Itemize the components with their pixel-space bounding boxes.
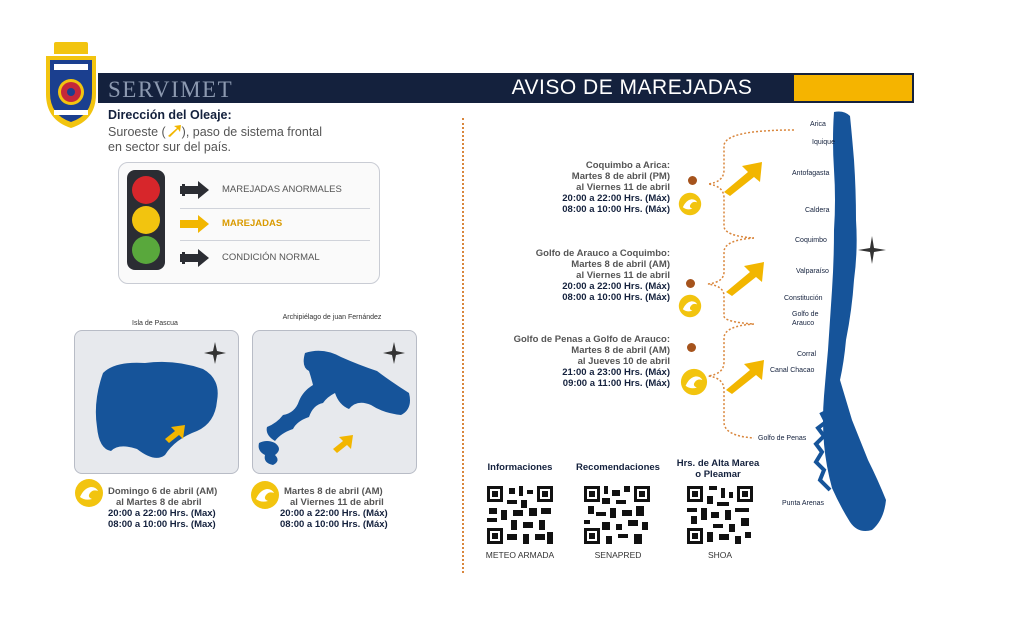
wave-icon [250,480,280,510]
qr-title-recomendaciones: Recomendaciones [576,462,660,473]
wave-icon [678,192,702,216]
legend-item-marejadas: MAREJADAS [180,214,370,234]
schedule-pascua: Domingo 6 de abril (AM) al Martes 8 de abril 20:00 a 22:00 Hrs. (Max) 08:00 a 10:00 Hrs. (Max) [108,486,218,530]
city-label: Corral [797,351,817,358]
southwest-arrow-icon [166,124,182,138]
big-wave-arrow-icon [722,160,764,196]
region-coquimbo-arica: Coquimbo a Arica: Martes 8 de abril (PM) al Viernes 11 de abril 20:00 a 22:00 Hrs. (Máx) 08:00 a 10:00 Hrs. (Máx) [562,160,670,215]
region-arauco-coquimbo: Golfo de Arauco a Coquimbo: Martes 8 de abril (AM) al Viernes 11 de abril 20:00 a 22:00 Hrs. (Máx) 08:00 a 10:00 Hrs. (Máx) [535,248,670,303]
wave-icon [678,294,702,318]
qr-code-icon[interactable] [485,484,555,546]
wave-icon [74,478,104,508]
compass-rose-icon [204,342,226,364]
compass-rose-icon [858,236,886,264]
island-map-juan-fernandez [252,330,417,474]
city-label: Iquique [812,139,835,146]
arrow-dark-icon [180,248,210,268]
region-penas-arauco: Golfo de Penas a Golfo de Arauco: Martes 8 de abril (AM) al Jueves 10 de abril 21:00 a 23:00 Hrs. (Máx) 09:00 a 11:00 Hrs. (Máx) [513,334,670,389]
qr-source-meteo: METEO ARMADA [485,550,555,560]
traffic-light-icon [127,170,165,270]
city-label: Coquimbo [795,237,827,244]
compass-rose-icon [383,342,405,364]
big-wave-arrow-icon [724,358,766,394]
wave-direction-label: Dirección del Oleaje: [108,108,232,122]
region-marker-dot [688,176,697,185]
region-marker-dot [686,279,695,288]
city-label: Punta Arenas [782,500,825,507]
section-divider [462,118,464,573]
city-label: Golfo de [792,311,819,318]
legend-item-anormales: MAREJADAS ANORMALES [180,180,370,200]
navy-crest-logo [40,42,102,128]
city-label: Caldera [805,207,830,214]
yellow-lamp [132,206,160,234]
qr-code-icon[interactable] [582,484,652,546]
wave-direction-text-line2: en sector sur del país. [108,140,231,154]
qr-source-senapred: SENAPRED [594,550,642,560]
arrow-yellow-icon [180,214,210,234]
brand-name: SERVIMET [108,77,234,102]
city-label: Antofagasta [792,170,830,177]
green-lamp [132,236,160,264]
legend-item-normal: CONDICIÓN NORMAL [180,248,370,268]
schedule-juan-fernandez: Martes 8 de abril (AM) al Viernes 11 de abril 20:00 a 22:00 Hrs. (Máx) 08:00 a 10:00 Hrs. (Máx) [280,486,388,530]
city-label: Constitución [784,295,823,302]
city-label: Valparaíso [796,268,829,275]
city-label: Arica [810,121,826,128]
region-marker-dot [687,343,696,352]
qr-source-shoa: SHOA [707,550,733,560]
big-wave-arrow-icon [724,260,766,296]
arrow-dark-icon [180,180,210,200]
city-label: Arauco [792,320,815,327]
qr-title-informaciones: Informaciones [487,462,553,473]
island-title-pascua: Isla de Pascua [132,320,178,327]
wave-direction-text: Suroeste ( ), paso de sistema frontal [108,125,323,139]
page-title: AVISO DE MAREJADAS [511,76,753,99]
qr-code-icon[interactable] [685,484,755,546]
island-title-juan-fernandez: Archipiélago de juan Fernández [282,314,382,321]
city-label: Canal Chacao [770,367,815,374]
island-map-pascua [74,330,239,474]
red-lamp [132,176,160,204]
city-label: Golfo de Penas [758,435,807,442]
qr-title-mareas: Hrs. de Alta Marea o Pleamar [676,458,760,480]
